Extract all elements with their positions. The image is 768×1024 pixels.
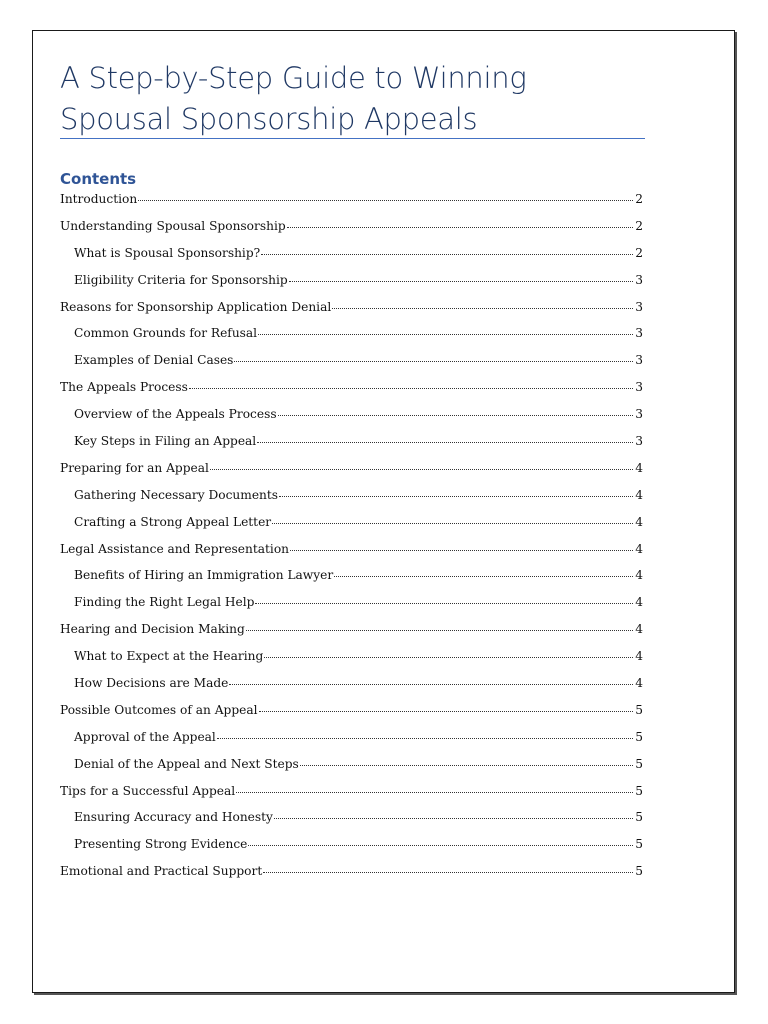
toc-dot-leader — [334, 576, 633, 577]
toc-subentry[interactable] — [60, 515, 643, 542]
toc-entry[interactable] — [60, 703, 643, 730]
toc-page-number: 2 — [635, 192, 643, 206]
toc-page-number: 5 — [635, 756, 643, 771]
toc-dot-leader — [287, 227, 634, 228]
toc-dot-leader — [255, 603, 633, 604]
toc-subentry[interactable] — [60, 353, 643, 380]
toc-dot-leader — [300, 765, 633, 766]
toc-dot-leader — [189, 388, 633, 389]
toc-page-number: 2 — [635, 218, 643, 233]
toc-entry-title: Hearing and Decision Making — [60, 622, 245, 637]
toc-entry[interactable] — [60, 784, 643, 811]
toc-subentry[interactable] — [60, 810, 643, 837]
toc-entry[interactable] — [60, 300, 643, 327]
toc-dot-leader — [289, 281, 634, 282]
document-title-line-1: A Step-by-Step Guide to Winning — [60, 61, 527, 95]
toc-page-number: 4 — [635, 568, 643, 583]
toc-entry-title: What is Spousal Sponsorship? — [74, 245, 261, 260]
toc-page-number: 3 — [635, 299, 643, 314]
toc-entry-title: Introduction — [60, 192, 138, 206]
table-of-contents — [60, 192, 643, 891]
toc-entry-title: Overview of the Appeals Process — [74, 407, 277, 422]
toc-page-number: 5 — [635, 837, 643, 852]
toc-entry-title: How Decisions are Made — [74, 676, 229, 691]
toc-dot-leader — [259, 711, 634, 712]
toc-subentry[interactable] — [60, 246, 643, 273]
toc-page-number: 5 — [635, 729, 643, 744]
toc-entry-title: Finding the Right Legal Help — [74, 595, 255, 610]
toc-entry-title: Key Steps in Filing an Appeal — [74, 434, 257, 449]
toc-dot-leader — [278, 415, 634, 416]
toc-subentry[interactable] — [60, 434, 643, 461]
toc-page-number: 5 — [635, 864, 643, 879]
toc-entry-title: Eligibility Criteria for Sponsorship — [74, 272, 288, 287]
toc-entry-title: Examples of Denial Cases — [74, 353, 234, 368]
toc-entry-title: Approval of the Appeal — [74, 729, 216, 744]
toc-subentry[interactable] — [60, 730, 643, 757]
toc-entry-title: Tips for a Successful Appeal — [60, 783, 236, 798]
toc-dot-leader — [263, 872, 633, 873]
toc-subentry[interactable] — [60, 676, 643, 703]
toc-dot-leader — [272, 523, 633, 524]
toc-dot-leader — [332, 308, 633, 309]
toc-subentry[interactable] — [60, 837, 643, 864]
toc-dot-leader — [258, 334, 633, 335]
toc-page-number: 4 — [635, 649, 643, 664]
toc-entry-title: Gathering Necessary Documents — [74, 487, 279, 502]
toc-entry-title: The Appeals Process — [60, 380, 188, 395]
toc-entry[interactable] — [60, 542, 643, 569]
toc-subentry[interactable] — [60, 649, 643, 676]
toc-page-number: 3 — [635, 326, 643, 341]
toc-dot-leader — [264, 657, 633, 658]
toc-page-number: 4 — [635, 460, 643, 475]
toc-page-number: 4 — [635, 541, 643, 556]
toc-subentry[interactable] — [60, 407, 643, 434]
toc-page-number: 5 — [635, 702, 643, 717]
title-divider — [60, 138, 645, 139]
toc-subentry[interactable] — [60, 488, 643, 515]
toc-dot-leader — [279, 496, 633, 497]
toc-entry[interactable] — [60, 864, 643, 891]
toc-entry-title: Emotional and Practical Support — [60, 864, 263, 879]
toc-page-number: 3 — [635, 434, 643, 449]
toc-entry-title: Ensuring Accuracy and Honesty — [74, 810, 273, 825]
toc-entry-title: Presenting Strong Evidence — [74, 837, 248, 852]
toc-page-number: 3 — [635, 353, 643, 368]
toc-entry-title: Common Grounds for Refusal — [74, 326, 258, 341]
toc-dot-leader — [261, 254, 633, 255]
toc-dot-leader — [274, 818, 633, 819]
toc-page-number: 5 — [635, 783, 643, 798]
toc-subentry[interactable] — [60, 273, 643, 300]
toc-dot-leader — [138, 200, 633, 201]
toc-entry-title: Crafting a Strong Appeal Letter — [74, 514, 272, 529]
toc-dot-leader — [236, 792, 633, 793]
toc-subentry[interactable] — [60, 326, 643, 353]
toc-page-number: 4 — [635, 487, 643, 502]
toc-dot-leader — [234, 361, 633, 362]
toc-dot-leader — [257, 442, 633, 443]
toc-entry-title: Preparing for an Appeal — [60, 460, 209, 475]
toc-entry[interactable] — [60, 219, 643, 246]
toc-page-number: 4 — [635, 514, 643, 529]
toc-page-number: 2 — [635, 245, 643, 260]
document-title-line-2: Spousal Sponsorship Appeals — [60, 102, 478, 136]
toc-entry[interactable] — [60, 461, 643, 488]
toc-dot-leader — [229, 684, 633, 685]
toc-subentry[interactable] — [60, 568, 643, 595]
toc-entry[interactable] — [60, 192, 643, 219]
toc-entry-title: Reasons for Sponsorship Application Denial — [60, 299, 332, 314]
toc-entry-title: What to Expect at the Hearing — [74, 649, 264, 664]
toc-dot-leader — [217, 738, 633, 739]
contents-heading: Contents — [60, 170, 137, 188]
toc-dot-leader — [290, 550, 633, 551]
toc-entry[interactable] — [60, 622, 643, 649]
document-title — [60, 58, 660, 140]
toc-page-number: 4 — [635, 676, 643, 691]
toc-entry-title: Benefits of Hiring an Immigration Lawyer — [74, 568, 334, 583]
toc-subentry[interactable] — [60, 595, 643, 622]
toc-dot-leader — [246, 630, 633, 631]
toc-entry-title: Denial of the Appeal and Next Steps — [74, 756, 299, 771]
toc-entry-title: Possible Outcomes of an Appeal — [60, 702, 258, 717]
toc-subentry[interactable] — [60, 757, 643, 784]
toc-page-number: 4 — [635, 622, 643, 637]
toc-page-number: 3 — [635, 380, 643, 395]
toc-dot-leader — [248, 845, 633, 846]
toc-page-number: 4 — [635, 595, 643, 610]
toc-page-number: 5 — [635, 810, 643, 825]
toc-page-number: 3 — [635, 407, 643, 422]
toc-entry-title: Understanding Spousal Sponsorship — [60, 218, 286, 233]
toc-page-number: 3 — [635, 272, 643, 287]
toc-dot-leader — [210, 469, 633, 470]
toc-entry[interactable] — [60, 380, 643, 407]
toc-entry-title: Legal Assistance and Representation — [60, 541, 290, 556]
